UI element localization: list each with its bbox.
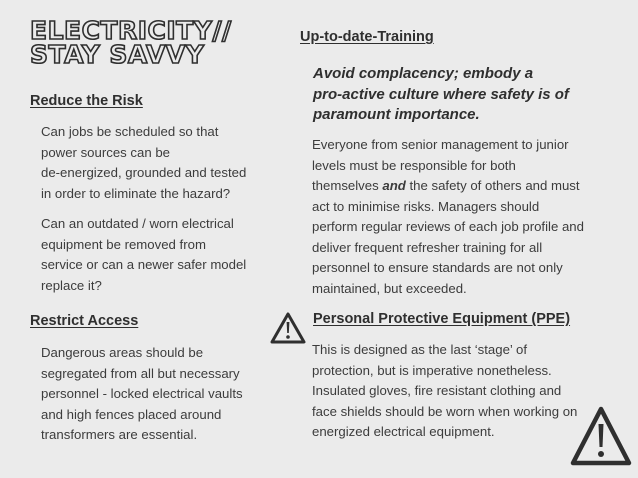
text-line: equipment be removed from <box>41 236 206 252</box>
text-line: Dangerous areas should be <box>41 345 204 360</box>
reduce-risk-paragraph-1 <box>41 122 246 204</box>
training-lead <box>313 64 569 126</box>
text-line: personnel to ensure standards are not only <box>312 260 563 275</box>
text-line: protection, but is imperative nonetheless. <box>312 362 552 378</box>
title-line-1: ELECTRICITY// <box>30 16 232 45</box>
text-line: power sources can be <box>41 144 171 160</box>
training-body <box>312 135 584 299</box>
text-line: paramount importance. <box>313 106 480 123</box>
text-line: maintained, but exceeded. <box>312 280 467 296</box>
restrict-access-heading: Restrict Access <box>30 313 139 329</box>
text-line: service or can a newer safer model <box>41 257 247 272</box>
text-run: themselves <box>312 178 383 193</box>
title-line-2: STAY SAVVY <box>30 40 205 69</box>
text-line: segregated from all but necessary <box>41 365 240 381</box>
text-line: act to minimise risks. Managers should <box>312 198 540 214</box>
text-line: levels must be responsible for both <box>312 157 516 173</box>
text-line: personnel - locked electrical vaults <box>41 386 243 401</box>
emphasis-and: and <box>382 178 406 193</box>
text-line: transformers are essential. <box>41 427 198 442</box>
warning-triangle-icon <box>269 311 307 345</box>
text-line: Can an outdated / worn electrical <box>41 216 234 231</box>
text-line: pro-active culture where safety is of <box>313 85 569 103</box>
page-title <box>30 16 232 69</box>
text-line: Everyone from senior management to junior <box>312 137 569 152</box>
text-line: energized electrical equipment. <box>312 424 495 439</box>
text-line: replace it? <box>41 277 102 293</box>
training-heading: Up-to-date-Training <box>300 29 434 45</box>
text-run: the safety of others and must <box>405 178 580 193</box>
reduce-risk-heading: Reduce the Risk <box>30 93 143 109</box>
text-line: Can jobs be scheduled so that <box>41 124 219 139</box>
text-line: deliver frequent refresher training for all <box>312 239 543 255</box>
warning-triangle-icon <box>568 403 634 469</box>
text-line: face shields should be worn when working on <box>312 403 578 419</box>
text-line: perform regular reviews of each job profile and <box>312 219 584 234</box>
text-line: This is designed as the last ‘stage’ of <box>312 342 528 357</box>
text-line: Avoid complacency; embody a <box>313 65 534 82</box>
reduce-risk-paragraph-2 <box>41 214 246 296</box>
text-line: de-energized, grounded and tested <box>41 165 247 180</box>
text-line: in order to eliminate the hazard? <box>41 185 231 201</box>
text-line <box>312 176 584 197</box>
ppe-heading: Personal Protective Equipment (PPE) <box>313 311 571 327</box>
ppe-paragraph <box>312 340 577 443</box>
text-line: Insulated gloves, fire resistant clothing and <box>312 383 562 398</box>
text-line: and high fences placed around <box>41 406 222 422</box>
restrict-access-paragraph <box>41 343 243 446</box>
